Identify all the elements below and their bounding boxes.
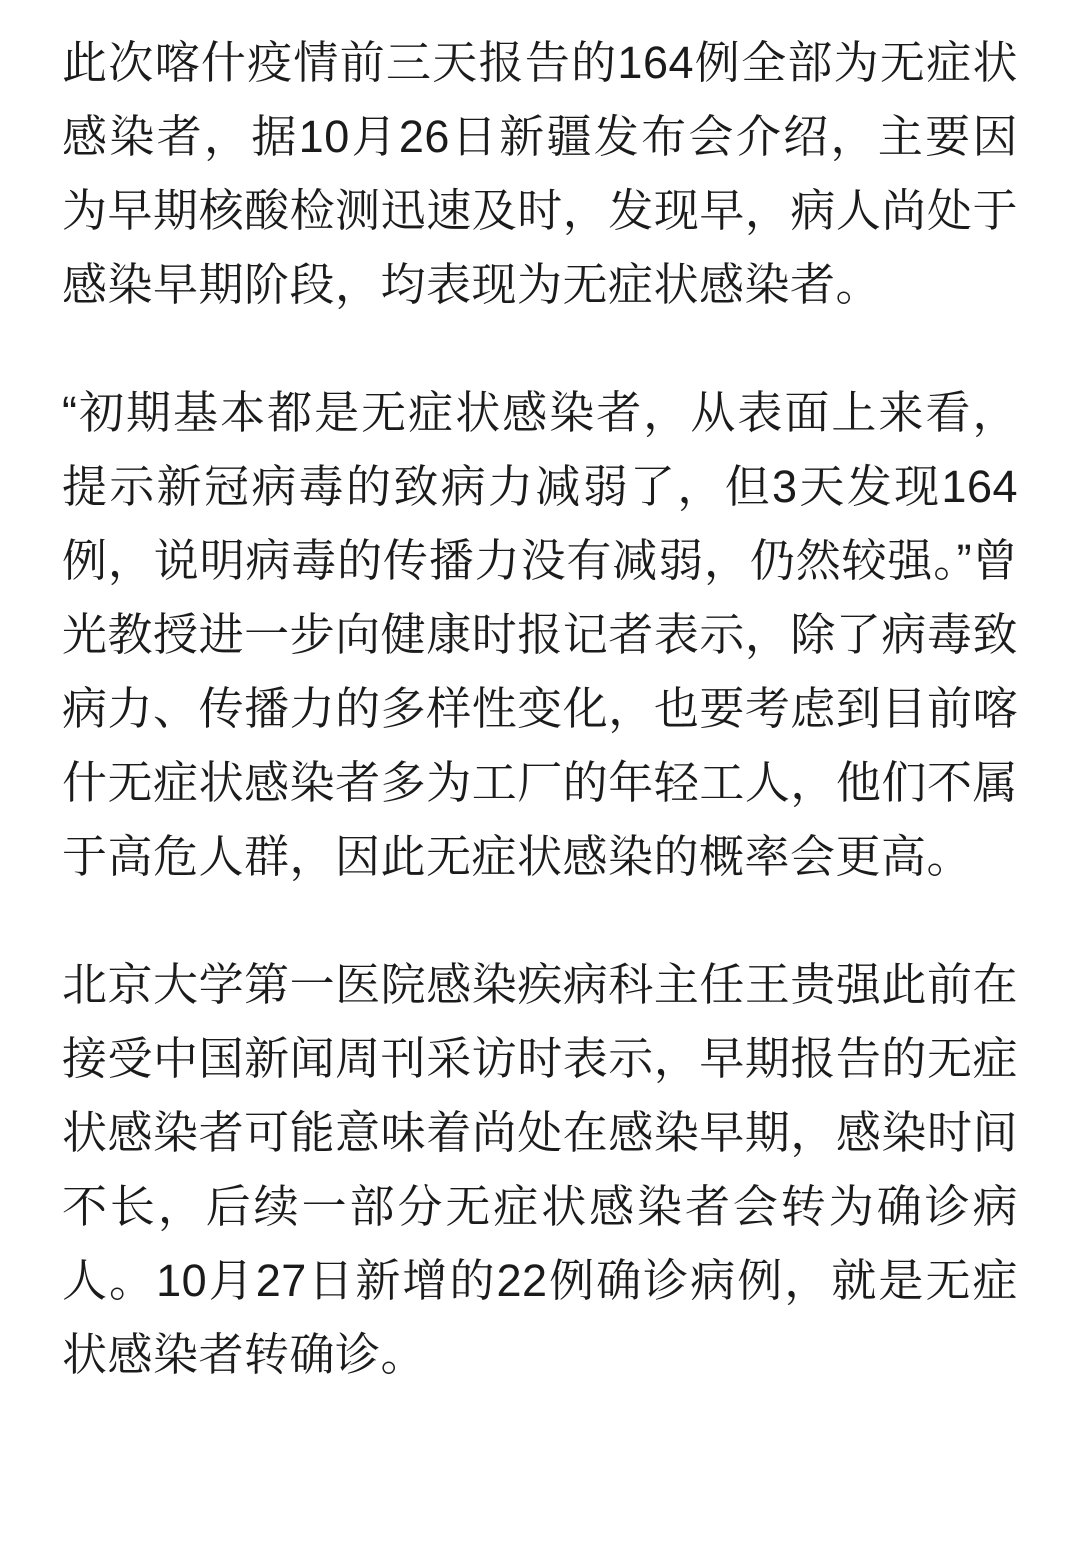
article-paragraph: 此次喀什疫情前三天报告的164例全部为无症状感染者，据10月26日新疆发布会介绍，主要因为早期核酸检测迅速及时，发现早，病人尚处于感染早期阶段，均表现为无症状感染者。 bbox=[62, 37, 1018, 310]
article-paragraph: 北京大学第一医院感染疾病科主任王贵强此前在接受中国新闻周刊采访时表示，早期报告的无症状感染者可能意味着尚处在感染早期，感染时间不长，后续一部分无症状感染者会转为确诊病人。10月27日新增的22例确诊病例，就是无症状感染者转确诊。 bbox=[62, 959, 1018, 1380]
article-paragraph: “初期基本都是无症状感染者，从表面上来看，提示新冠病毒的致病力减弱了，但3天发现164例，说明病毒的传播力没有减弱，仍然较强。”曾光教授进一步向健康时报记者表示，除了病毒致病力、传播力的多样性变化，也要考虑到目前喀什无症状感染者多为工厂的年轻工人，他们不属于高危人群，因此无症状感染的概率会更高。 bbox=[62, 387, 1018, 882]
